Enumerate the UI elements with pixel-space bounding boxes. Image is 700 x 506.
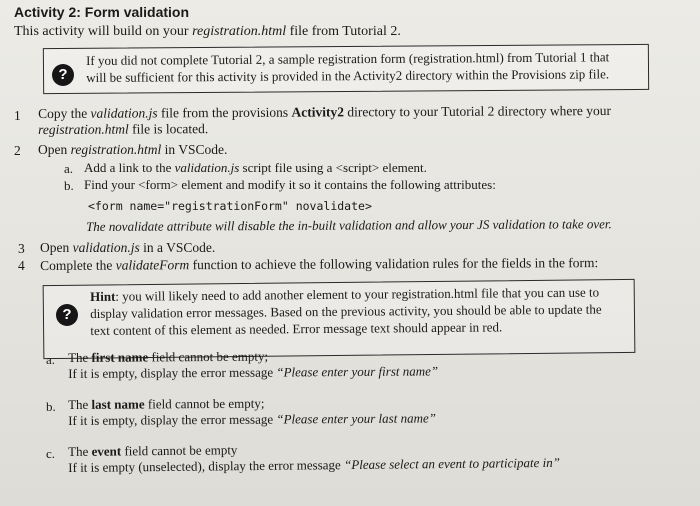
question-icon: ? xyxy=(52,64,74,86)
rule-letter: a. xyxy=(46,352,56,367)
novalidate-note: The novalidate attribute will disable the in-built validation and allow your JS validation to take over. xyxy=(86,216,612,234)
step-number: 4 xyxy=(18,258,25,273)
hint-text: Hint: you will likely need to add another element to your registration.html file that you can use to display validation error messages. Based on the previous activity, you should be able to update the text content of this element as needed. Error message text should appear in red. xyxy=(90,284,602,338)
step-2-text: Open registration.html in VSCode. xyxy=(38,142,228,157)
rule-letter: c. xyxy=(46,446,56,461)
step-number: 2 xyxy=(14,143,21,158)
sub-step-a-text: Add a link to the validation.js script file using a <script> element. xyxy=(84,160,427,175)
rule-letter: b. xyxy=(46,399,56,414)
tip-1-text: If you did not complete Tutorial 2, a sample registration form (registration.html) from Tutorial 1 that will be sufficient for this activity is provided in the Activity2 directory within the Provisions zip file. xyxy=(86,49,610,85)
step-number: 3 xyxy=(18,241,25,256)
rule-event: The event field cannot be empty If it is empty (unselected), display the error message “Please select an event to participate in” xyxy=(68,442,561,475)
step-3-text: Open validation.js in a VSCode. xyxy=(40,240,216,255)
rule-first-name: The first name field cannot be empty; If it is empty, display the error message “Please enter your first name” xyxy=(68,348,439,381)
question-icon: ? xyxy=(56,304,78,326)
step-1-text: Copy the validation.js file from the provisions Activity2 directory to your Tutorial 2 directory where your registration.html file is located. xyxy=(38,103,611,137)
sub-letter: a. xyxy=(64,161,74,176)
sub-step-b-text: Find your <form> element and modify it so it contains the following attributes: xyxy=(84,177,496,192)
step-number: 1 xyxy=(14,108,21,123)
step-4-text: Complete the validateForm function to achieve the following validation rules for the fields in the form: xyxy=(40,255,599,273)
code-snippet: <form name="registrationForm" novalidate> xyxy=(88,199,372,213)
activity-heading: Activity 2: Form validation xyxy=(14,4,190,20)
rule-last-name: The last name field cannot be empty; If it is empty, display the error message “Please enter your last name” xyxy=(68,395,436,428)
sub-letter: b. xyxy=(64,178,74,193)
intro-text: This activity will build on your registration.html file from Tutorial 2. xyxy=(14,24,401,39)
